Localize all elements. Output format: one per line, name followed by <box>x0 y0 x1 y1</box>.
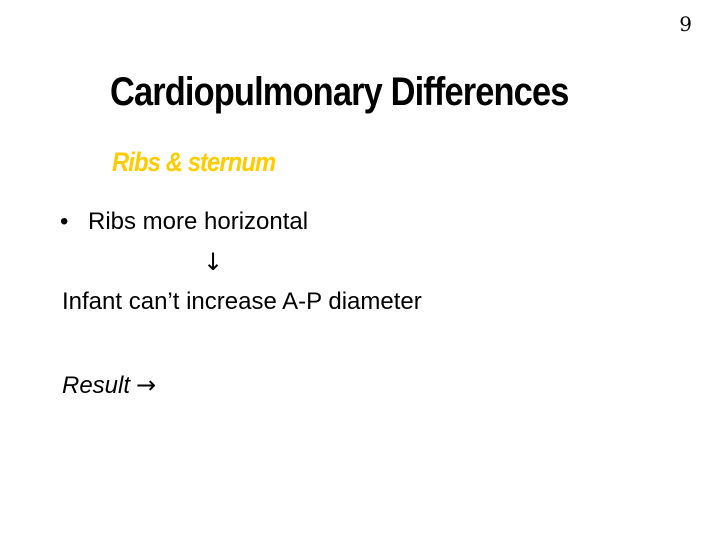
page-number: 9 <box>679 12 692 36</box>
bullet-icon: • <box>60 208 69 235</box>
result-line <box>62 371 156 400</box>
bullet-text: Ribs more horizontal <box>88 208 309 235</box>
right-arrow-icon: → <box>136 371 157 399</box>
consequence-text: Infant can’t increase A-P diameter <box>62 288 422 315</box>
bullet-item <box>60 208 308 236</box>
down-arrow-icon: ↓ <box>203 248 224 276</box>
slide-subtitle: Ribs & sternum <box>112 147 276 177</box>
result-label: Result <box>62 372 131 399</box>
slide-title: Cardiopulmonary Differences <box>110 70 569 114</box>
